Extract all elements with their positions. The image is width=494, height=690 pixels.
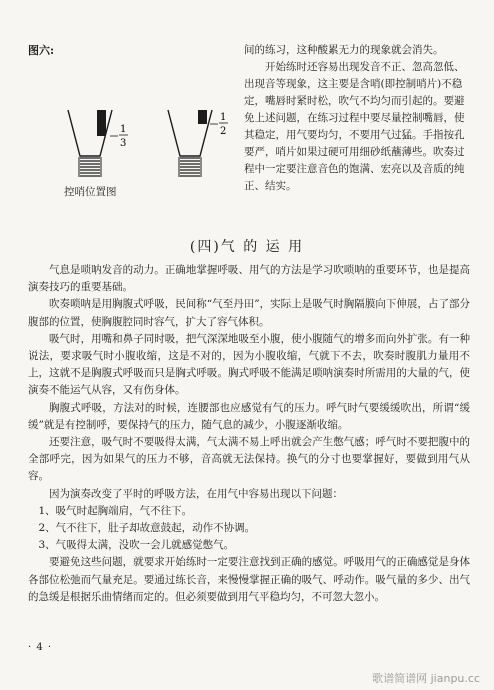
paragraph: 吹奏唢呐是用胸腹式呼吸，民间称“气至丹田”，实际上是吸气时胸隔膜向下伸展，占了部分腹部的位置，使胸腹腔同时容气，扩大了容气体积。 <box>28 298 470 328</box>
reed-diagram <box>28 60 238 200</box>
watermark <box>372 670 480 686</box>
fraction-one-half <box>210 112 228 137</box>
right-column-text <box>244 42 474 195</box>
figure-caption: 控哨位置图 <box>64 186 117 198</box>
list-item: 2、气不往下，肚子却故意鼓起，动作不协调。 <box>38 522 256 535</box>
page-number: · 4 · <box>28 642 53 653</box>
paragraph: 开始练时还容易出现发音不正、忽高忽低、出现音等现象，这主要是含哨(即控制哨片)不稳定，嘴唇时紧时松，吹气不均匀而引起的。要避免上述问题，在练习过程中要尽量控制嘴唇，使其稳定，用气要均匀，不要用气过猛。手指按孔要严，哨片如果过硬可用细砂纸蘸薄些。吹奏过程中一定要注意音色的饱满、宏亮以及音质的纯正、结实。 <box>244 61 465 192</box>
fraction-left-denominator: 3 <box>120 138 127 149</box>
paragraph: 气息是唢呐发音的动力。正确地掌握呼吸、用气的方法是学习吹唢呐的重要环节，也是提高演奏技巧的重要基础。 <box>28 264 470 294</box>
paragraph: 吸气时，用嘴和鼻子同时吸，把气深深地吸至小腹，使小腹随气的增多而向外扩张。有一种说法，要求吸气时小腹收缩，这是不对的，因为小腹收缩，气就下不去，吹奏时腹肌力量用不上，这就不是胸腹式呼吸而只是胸式呼吸。胸式呼吸不能满足唢呐演奏时所需用的大量的气，使演奏不能运气从容，又有伤身体。 <box>28 332 470 397</box>
reed-left-drawing <box>68 110 112 177</box>
reed-position-figure <box>28 60 238 200</box>
paragraph: 还要注意，吸气时不要吸得太满，气太满不易上呼出就会产生憋气感；呼气时不要把腹中的全部呼完，因为如果气的压力不够，音高就无法保持。换气的分寸也要掌握好，要做到用气从容。 <box>28 436 470 483</box>
watermark-url: jianpu.cc <box>430 672 480 685</box>
list-item: 1、吸气时起胸端肩，气不往下。 <box>38 504 193 517</box>
reed-right-drawing <box>168 110 212 177</box>
fraction-right-numerator: 1 <box>220 112 227 123</box>
fraction-right-denominator: 2 <box>220 126 227 137</box>
paragraph: 间的练习，这种酸累无力的现象就会消失。 <box>244 44 444 56</box>
figure-label: 图六: <box>28 44 55 57</box>
paragraph: 胸腹式呼吸，方法对的时候，连腰部也应感觉有气的压力。呼气时气要缓缓吹出，所谓“缓缓”就是有控制呼，要保持气的压力，随气息的减少，小腹逐渐收缩。 <box>28 401 470 431</box>
section-title: (四)气 的 运 用 <box>189 239 305 255</box>
fraction-left-numerator: 1 <box>120 124 127 135</box>
paragraph: 因为演奏改变了平时的呼吸方法，在用气中容易出现以下问题： <box>49 487 343 500</box>
list-item: 3、气吸得太满，没吹一会儿就感觉憋气。 <box>38 539 235 552</box>
fraction-one-third <box>110 124 128 149</box>
body-text <box>28 262 470 606</box>
paragraph: 要避免这些问题，就要求开始练时一定要注意找到正确的感觉。呼吸用气的正确感觉是身体各部位松弛而气量充足。要通过练长音，来慢慢掌握正确的吸气、呼动作。吸气量的多少、出气的急缓是根据乐曲情绪而定的。但必须要做到用气平稳均匀，不可忽大忽小。 <box>28 556 470 603</box>
watermark-brand: 歌谱简谱网 <box>372 672 428 685</box>
